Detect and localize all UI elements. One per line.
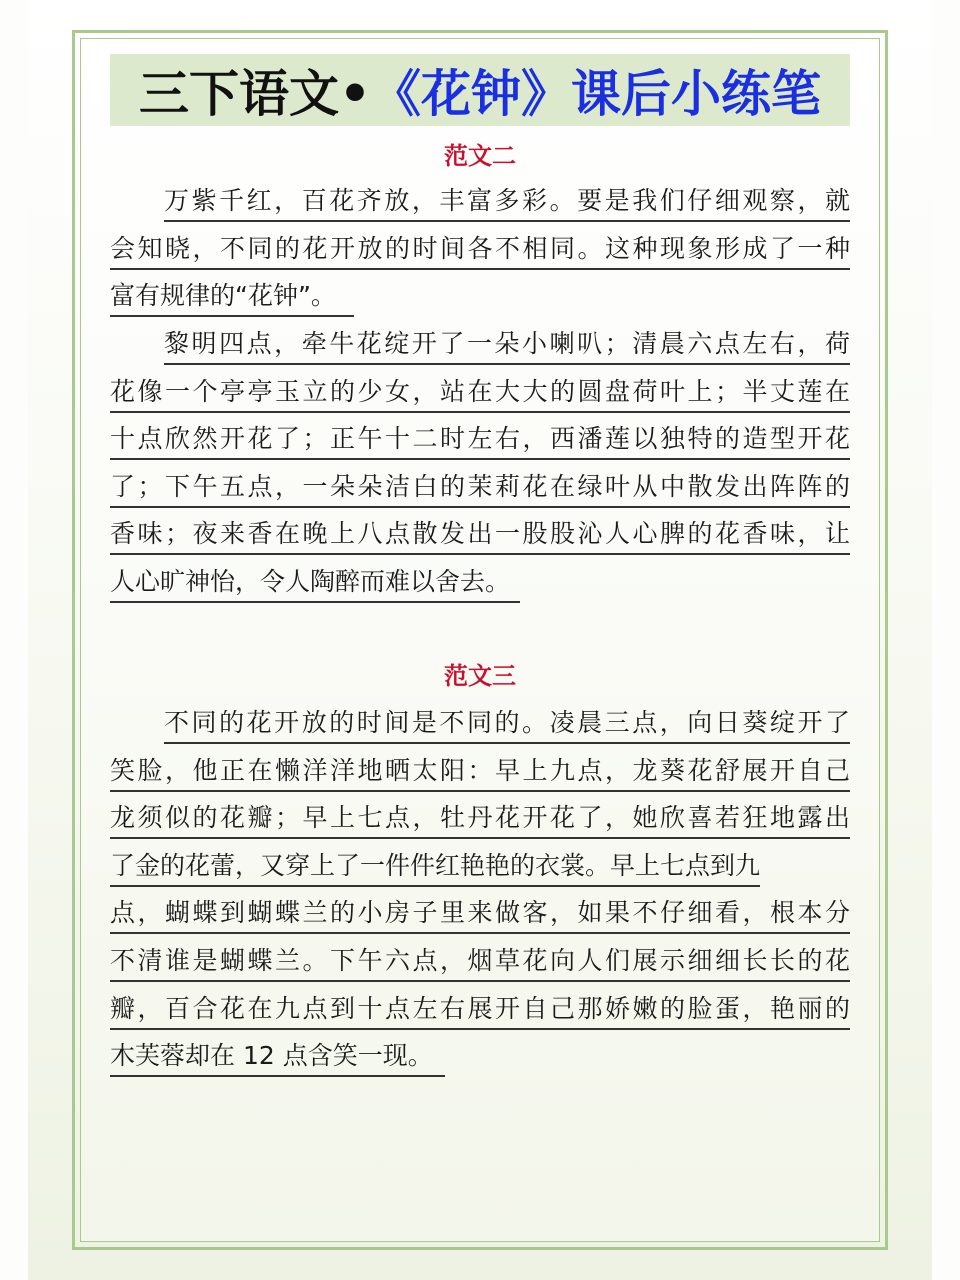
text-line: 万紫千红，百花齐放，丰富多彩。要是我们仔细观察，就: [110, 176, 850, 224]
text-line: 不同的花开放的时间是不同的。凌晨三点，向日葵绽开了: [110, 698, 850, 746]
essay-2-paragraph-1: [110, 176, 850, 319]
text-line: 香味；夜来香在晚上八点散发出一股股沁人心脾的花香味，让: [110, 509, 850, 557]
text-line: 了；下午五点，一朵朵洁白的茉莉花在绿叶从中散发出阵阵的: [110, 462, 850, 510]
page-title: [110, 54, 850, 126]
text-line: 十点欣然开花了；正午十二时左右，西潘莲以独特的造型开花: [110, 414, 850, 462]
section-heading-2: 范文二: [444, 142, 516, 170]
title-prefix: 三下语文•: [139, 65, 371, 123]
text-line: 富有规律的“花钟”。: [110, 271, 850, 319]
text-line: 不清谁是蝴蝶兰。下午六点，烟草花向人们展示细细长长的花: [110, 936, 850, 984]
title-highlight: 《花钟》课后小练笔: [370, 65, 821, 123]
text-line: 瓣，百合花在九点到十点左右展开自己那娇嫩的脸蛋，艳丽的: [110, 984, 850, 1032]
essay-3-paragraph-1: [110, 698, 850, 1079]
text-line: 了金的花蕾，又穿上了一件件红艳艳的衣裳。早上七点到九: [110, 841, 850, 889]
text-line: 笑脸，他正在懒洋洋地晒太阳：早上九点，龙葵花舒展开自己: [110, 746, 850, 794]
text-line: 花像一个亭亭玉立的少女，站在大大的圆盘荷叶上；半丈莲在: [110, 367, 850, 415]
text-line: 黎明四点，牵牛花绽开了一朵小喇叭；清晨六点左右，荷: [110, 319, 850, 367]
section-heading-3: 范文三: [444, 662, 516, 690]
text-line: 木芙蓉却在 12 点含笑一现。: [110, 1031, 850, 1079]
essay-2-paragraph-2: [110, 319, 850, 605]
text-line: 人心旷神怡，令人陶醉而难以舍去。: [110, 557, 850, 605]
text-line: 会知晓，不同的花开放的时间各不相同。这种现象形成了一种: [110, 224, 850, 272]
text-line: 龙须似的花瓣；早上七点，牡丹花开花了，她欣喜若狂地露出: [110, 793, 850, 841]
text-line: 点，蝴蝶到蝴蝶兰的小房子里来做客，如果不仔细看，根本分: [110, 888, 850, 936]
